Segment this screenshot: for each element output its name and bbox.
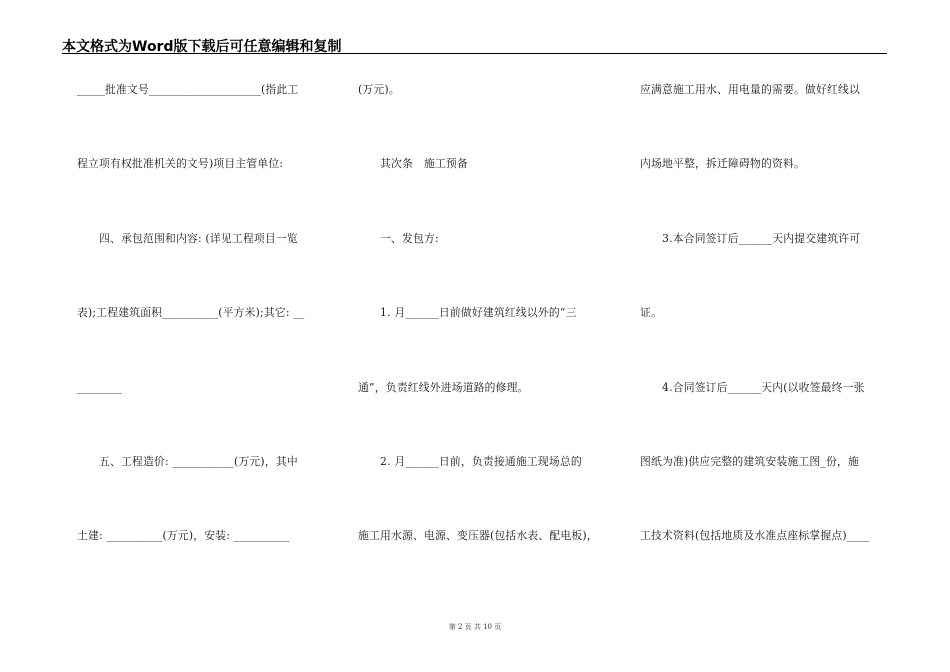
text-line: 2. 月______日前，负责接通施工现场总的 (358, 454, 582, 468)
text-line: 土建: __________(万元)，安装: __________ (77, 529, 290, 543)
text-line: 图纸为准)供应完整的建筑安装施工图_份，施 (640, 454, 859, 468)
text-column-3 (640, 83, 888, 603)
text-line: 工技术资料(包括地质及水准点座标掌握点)____ (640, 529, 870, 543)
text-line: ________ (77, 380, 122, 394)
page-number: 第 2 页 共 10 页 (448, 623, 502, 631)
text-line: 其次条 施工预备 (358, 157, 468, 171)
text-line: 证。 (640, 306, 662, 320)
text-line: 一、发包方: (358, 231, 439, 245)
text-line: 1. 月______日前做好建筑红线以外的“三 (358, 306, 577, 320)
text-line: 应满意施工用水、用电量的需要。做好红线以 (640, 83, 860, 96)
text-line: (万元)。 (358, 83, 400, 96)
text-line: 4.合同签订后______天内(以收签最终一张 (640, 380, 865, 394)
text-column-1 (77, 83, 322, 603)
text-line: 表);工程建筑面积__________(平方米);其它: __ (77, 306, 305, 320)
header-rule (62, 53, 887, 54)
text-line: _____批准文号____________________(指此工 (77, 83, 299, 96)
text-line: 四、承包范围和内容: (详见工程项目一览 (77, 231, 298, 245)
text-line: 施工用水源、电源、变压器(包括水表、配电板)， (358, 529, 598, 543)
text-line: 内场地平整，拆迁障碍物的资料。 (640, 157, 805, 171)
text-line: 通”，负责红线外进场道路的修理。 (358, 380, 529, 394)
text-line: 3.本合同签订后______天内提交建筑许可 (640, 231, 861, 245)
text-line: 五、工程造价: ___________(万元)，其中 (77, 454, 298, 468)
text-column-2 (358, 83, 613, 603)
header-title: 本文格式为Word版下载后可任意编辑和复制 (62, 39, 342, 55)
text-line: 程立项有权批准机关的文号)项目主管单位: (77, 157, 284, 171)
